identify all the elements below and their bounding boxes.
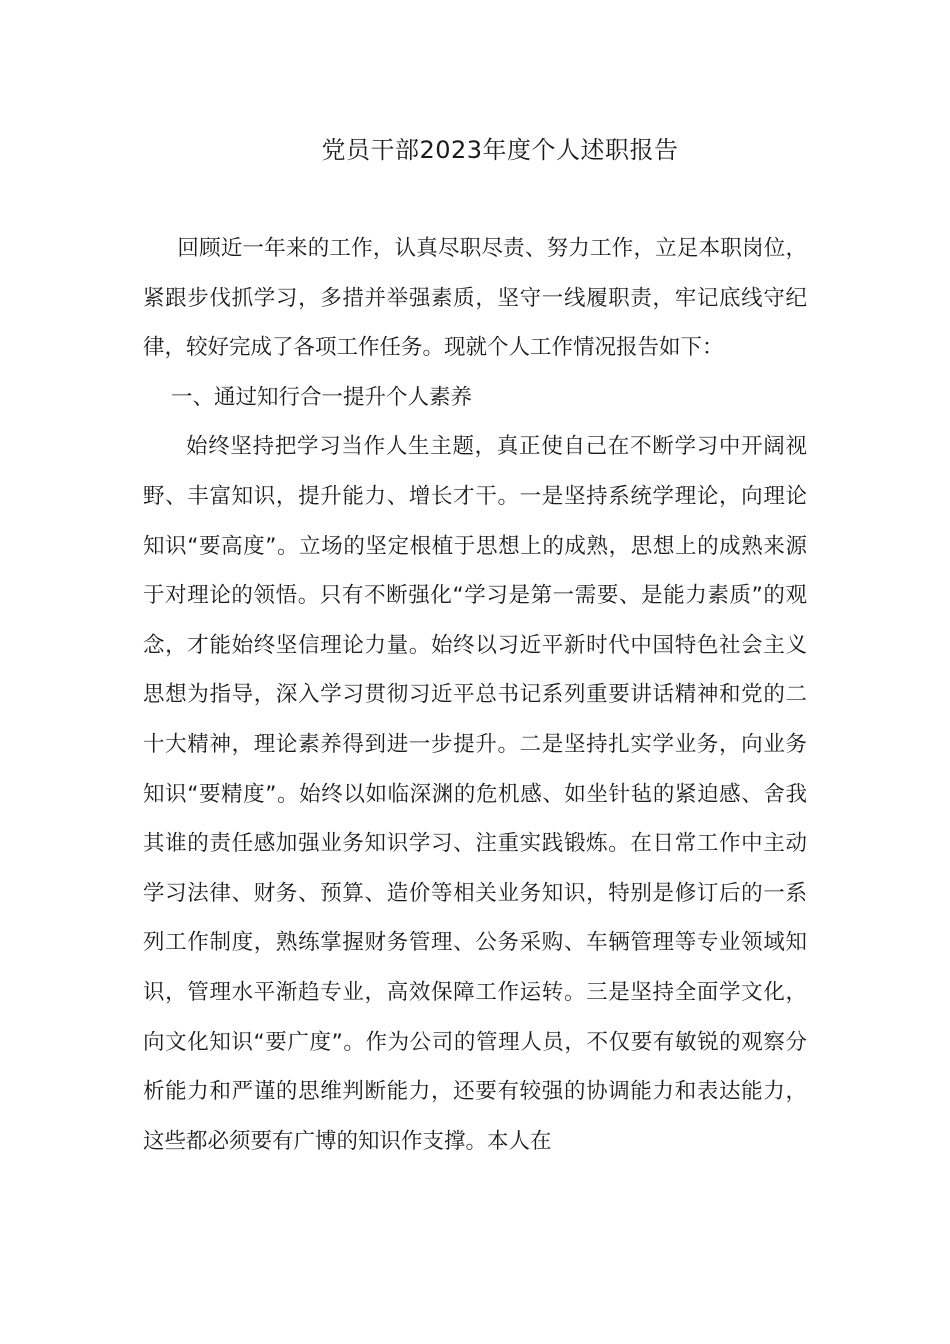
section-heading-1: 一、通过知行合一提升个人素养 xyxy=(170,384,472,410)
intro-paragraph: 回顾近一年来的工作，认真尽职尽责、努力工作，立足本职岗位，紧跟步伐抓学习，多措并举强素质，坚守一线履职责，牢记底线守纪律，较好完成了各项工作任务。现就个人工作情况报告如下： xyxy=(143,236,807,361)
section-1-paragraph: 始终坚持把学习当作人生主题，真正使自己在不断学习中开阔视野、丰富知识，提升能力、增长才干。一是坚持系统学理论，向理论知识“要高度”。立场的坚定根植于思想上的成熟，思想上的成熟来源于对理论的领悟。只有不断强化“学习是第一需要、是能力素质”的观念，才能始终坚信理论力量。始终以习近平新时代中国特色社会主义思想为指导，深入学习贯彻习近平总书记系列重要讲话精神和党的二十大精神，理论素养得到进一步提升。二是坚持扎实学业务，向业务知识“要精度”。始终以如临深渊的危机感、如坐针毡的紧迫感、舍我其谁的责任感加强业务知识学习、注重实践锻炼。在日常工作中主动学习法律、财务、预算、造价等相关业务知识，特别是修订后的一系列工作制度，熟练掌握财务管理、公务采购、车辆管理等专业领域知识，管理水平渐趋专业，高效保障工作运转。三是坚持全面学文化，向文化知识“要广度”。作为公司的管理人员，不仅要有敏锐的观察分析能力和严谨的思维判断能力，还要有较强的协调能力和表达能力，这些都必须要有广博的知识作支撑。本人在 xyxy=(143,434,807,1154)
document-title: 党员干部2023年度个人述职报告 xyxy=(321,136,679,164)
document-body xyxy=(143,224,807,1166)
